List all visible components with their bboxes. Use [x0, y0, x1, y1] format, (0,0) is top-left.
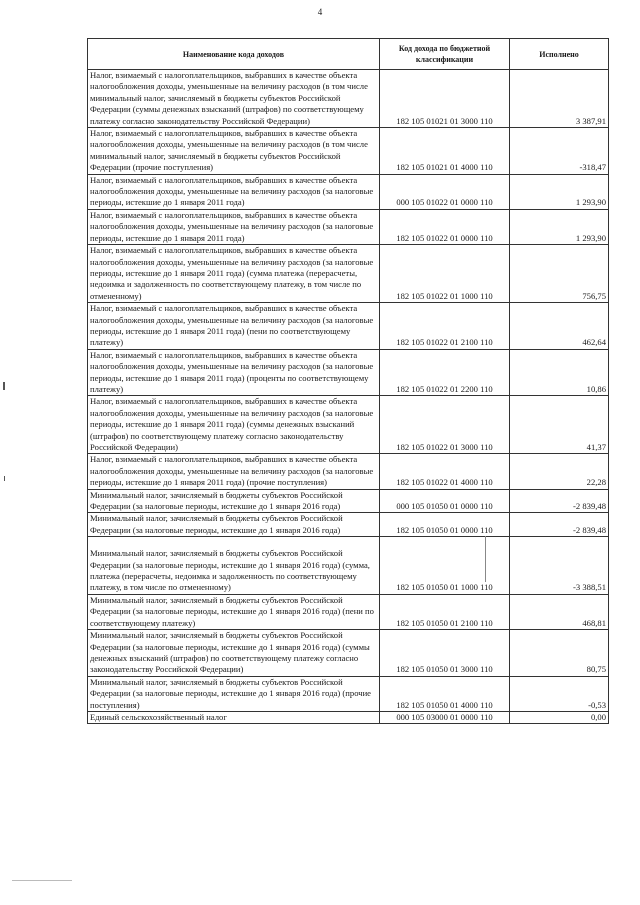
row-name: Налог, взимаемый с налогоплательщиков, выбравших в качестве объекта налогообложения доходы, уменьшенные на величину расходов (за налоговые периоды, истекшие до 1 января 2011 года) (прочие поступления) [88, 454, 380, 489]
row-name: Минимальный налог, зачисляемый в бюджеты субъектов Российской Федерации (за налоговые периоды, истекшие до 1 января 2016 года) (сумма, платежа (перерасчеты, недоимка и задолженность по соответствующему платежу, в том числе по отмененному) [88, 537, 380, 595]
row-code: 182 105 01022 01 1000 110 [380, 245, 510, 303]
table-row [88, 245, 609, 303]
table-row [88, 630, 609, 677]
revenue-table [87, 38, 609, 724]
scan-artifact [485, 536, 486, 582]
table-row [88, 489, 609, 513]
row-amount: 0,00 [510, 711, 609, 723]
row-name: Минимальный налог, зачисляемый в бюджеты субъектов Российской Федерации (за налоговые периоды, истекшие до 1 января 2016 года) (прочие поступления) [88, 676, 380, 711]
table-row [88, 454, 609, 489]
row-code: 182 105 01050 01 1000 110 [380, 537, 510, 595]
row-code: 000 105 01022 01 0000 110 [380, 174, 510, 209]
table-row [88, 711, 609, 723]
row-code: 182 105 01022 01 3000 110 [380, 396, 510, 454]
row-code: 182 105 01050 01 4000 110 [380, 676, 510, 711]
row-code: 000 105 03000 01 0000 110 [380, 711, 510, 723]
row-amount: 22,28 [510, 454, 609, 489]
row-code: 182 105 01022 01 4000 110 [380, 454, 510, 489]
row-amount: 10,86 [510, 349, 609, 396]
row-amount: 1 293,90 [510, 174, 609, 209]
row-name: Налог, взимаемый с налогоплательщиков, выбравших в качестве объекта налогообложения доходы, уменьшенные на величину расходов (за налоговые периоды, истекшие до 1 января 2011 года) [88, 174, 380, 209]
table-row [88, 537, 609, 595]
table-row [88, 513, 609, 537]
row-name: Налог, взимаемый с налогоплательщиков, выбравших в качестве объекта налогообложения доходы, уменьшенные на величину расходов (за налоговые периоды, истекшие до 1 января 2011 года) [88, 209, 380, 244]
row-amount: 462,64 [510, 303, 609, 350]
row-amount: -318,47 [510, 128, 609, 175]
row-amount: -2 839,48 [510, 489, 609, 513]
row-name: Минимальный налог, зачисляемый в бюджеты субъектов Российской Федерации (за налоговые периоды, истекшие до 1 января 2016 года) [88, 513, 380, 537]
row-code: 182 105 01022 01 2100 110 [380, 303, 510, 350]
row-amount: 41,37 [510, 396, 609, 454]
row-code: 182 105 01050 01 0000 110 [380, 513, 510, 537]
row-name: Налог, взимаемый с налогоплательщиков, выбравших в качестве объекта налогообложения доходы, уменьшенные на величину расходов (за налоговые периоды, истекшие до 1 января 2011 года) (проценты по соответствующему платежу) [88, 349, 380, 396]
table-row [88, 70, 609, 128]
scan-artifact [12, 880, 72, 881]
header-amount: Исполнено [510, 39, 609, 70]
row-code: 182 105 01022 01 0000 110 [380, 209, 510, 244]
row-name: Налог, взимаемый с налогоплательщиков, выбравших в качестве объекта налогообложения доходы, уменьшенные на величину расходов (в том числе минимальный налог, зачисляемый в бюджеты субъектов Российской Федерации (суммы денежных взысканий (штрафов) по соответствующему платежу согласно законодательству Российской Федерации) [88, 70, 380, 128]
row-amount: 1 293,90 [510, 209, 609, 244]
table-row [88, 396, 609, 454]
row-name: Минимальный налог, зачисляемый в бюджеты субъектов Российской Федерации (за налоговые периоды, истекшие до 1 января 2016 года) (пени по соответствующему платежу) [88, 594, 380, 629]
page-number: 4 [317, 7, 323, 17]
table-row [88, 303, 609, 350]
row-amount: 756,75 [510, 245, 609, 303]
row-amount: -3 388,51 [510, 537, 609, 595]
table-row [88, 128, 609, 175]
table-row [88, 594, 609, 629]
row-amount: 3 387,91 [510, 70, 609, 128]
header-name: Наименование кода доходов [88, 39, 380, 70]
row-amount: 468,81 [510, 594, 609, 629]
row-name: Минимальный налог, зачисляемый в бюджеты субъектов Российской Федерации (за налоговые периоды, истекшие до 1 января 2016 года) (суммы денежных взысканий (штрафов) по соответствующему платежу согласно законодательству Российской Федерации) [88, 630, 380, 677]
row-code: 182 105 01021 01 4000 110 [380, 128, 510, 175]
row-amount: -0,53 [510, 676, 609, 711]
row-name: Налог, взимаемый с налогоплательщиков, выбравших в качестве объекта налогообложения доходы, уменьшенные на величину расходов (в том числе минимальный налог, зачисляемый в бюджеты субъектов Российской Федерации (прочие поступления) [88, 128, 380, 175]
row-name: Минимальный налог, зачисляемый в бюджеты субъектов Российской Федерации (за налоговые периоды, истекшие до 1 января 2016 года) [88, 489, 380, 513]
row-name: Налог, взимаемый с налогоплательщиков, выбравших в качестве объекта налогообложения доходы, уменьшенные на величину расходов (за налоговые периоды, истекшие до 1 января 2011 года) (сумма платежа (перерасчеты, недоимка и задолженность по соответствующему платежу, в том числе по отмененному) [88, 245, 380, 303]
table-row [88, 209, 609, 244]
row-code: 182 105 01022 01 2200 110 [380, 349, 510, 396]
row-amount: -2 839,48 [510, 513, 609, 537]
row-name: Налог, взимаемый с налогоплательщиков, выбравших в качестве объекта налогообложения доходы, уменьшенные на величину расходов (за налоговые периоды, истекшие до 1 января 2011 года) (суммы денежных взысканий (штрафов) по соответствующему платежу согласно законодательству Российской Федерации) [88, 396, 380, 454]
scan-artifact [4, 476, 5, 481]
header-code: Код дохода по бюджетной классификации [380, 39, 510, 70]
row-code: 182 105 01050 01 3000 110 [380, 630, 510, 677]
row-name: Единый сельскохозяйственный налог [88, 711, 380, 723]
row-code: 182 105 01021 01 3000 110 [380, 70, 510, 128]
row-code: 182 105 01050 01 2100 110 [380, 594, 510, 629]
table-header-row [88, 39, 609, 70]
row-name: Налог, взимаемый с налогоплательщиков, выбравших в качестве объекта налогообложения доходы, уменьшенные на величину расходов (за налоговые периоды, истекшие до 1 января 2011 года) (пени по соответствующему платежу) [88, 303, 380, 350]
table-row [88, 174, 609, 209]
row-amount: 80,75 [510, 630, 609, 677]
scan-artifact [3, 382, 5, 390]
table-row [88, 349, 609, 396]
row-code: 000 105 01050 01 0000 110 [380, 489, 510, 513]
table-row [88, 676, 609, 711]
